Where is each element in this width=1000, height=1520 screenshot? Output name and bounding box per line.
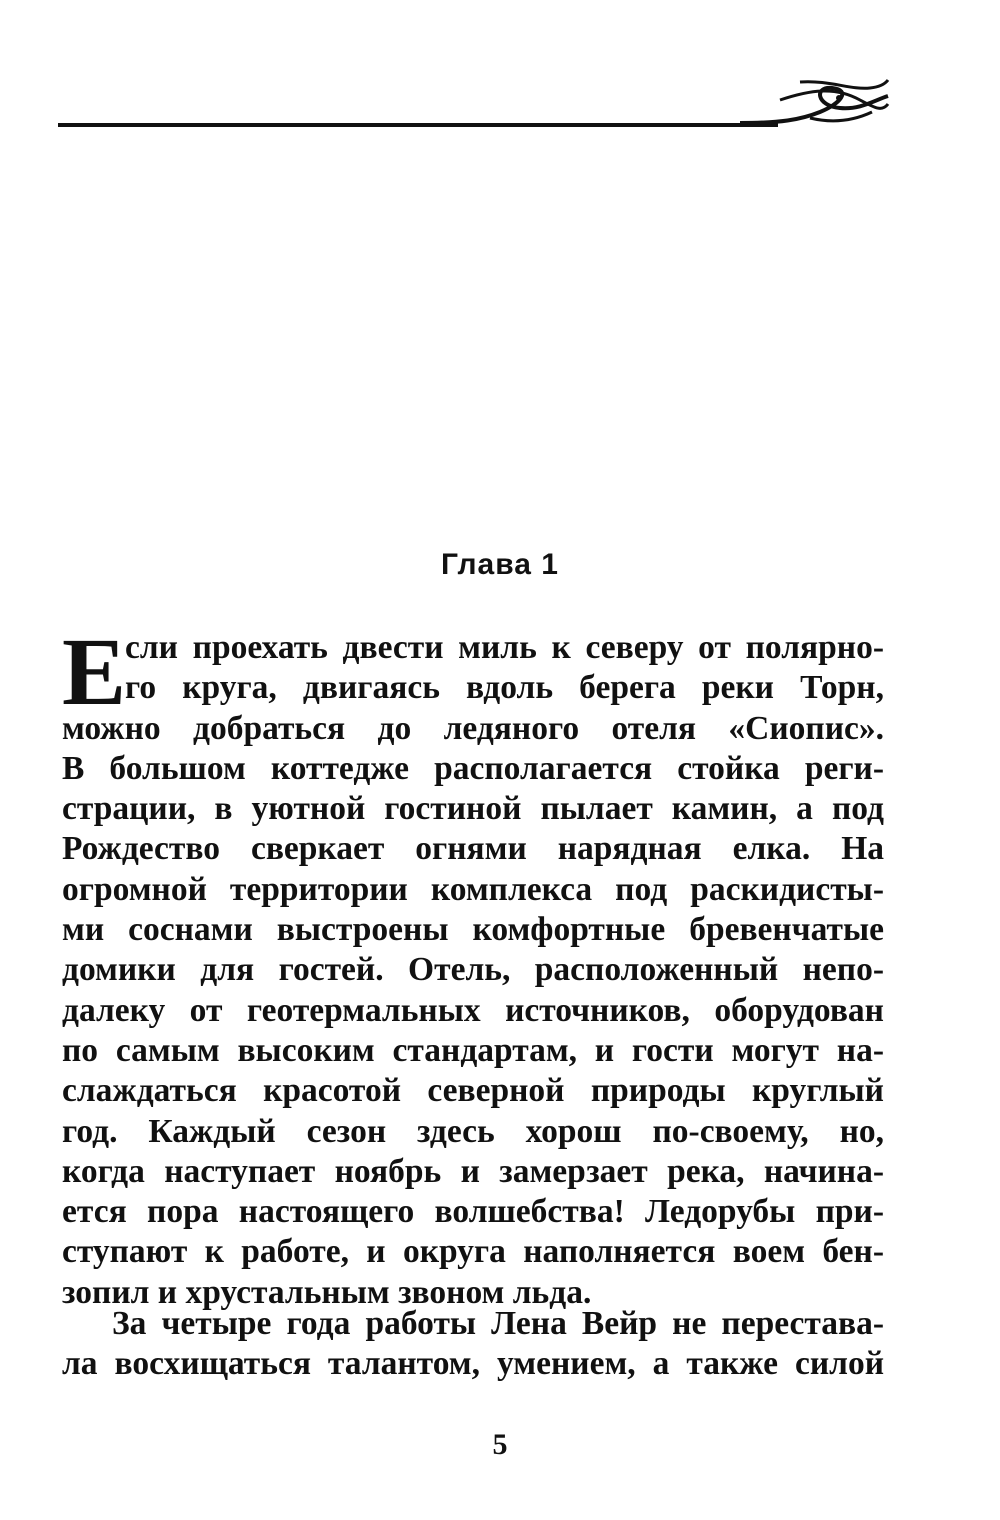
drop-cap: Е — [62, 618, 127, 725]
page-number: 5 — [492, 1428, 508, 1461]
flourish-ornament-icon — [740, 60, 890, 155]
text-line: го круга, двигаясь вдоль берега реки Торн, — [125, 669, 884, 707]
text-line: страции, в уютной гостиной пылает камин, а под — [62, 790, 884, 828]
text-line: можно добраться до ледяного отеля «Сиопис». — [62, 709, 884, 747]
text-line: слаждаться красотой северной природы круглый — [62, 1072, 884, 1110]
text-line: ми соснами выстроены комфортные бревенчатые — [62, 911, 884, 949]
chapter-title: Глава 1 — [440, 548, 559, 581]
paragraph-2 — [62, 1304, 884, 1385]
text-line: зопил и хрустальным звоном льда. — [62, 1273, 592, 1311]
text-line: далеку от геотермальных источников, оборудован — [62, 991, 884, 1029]
text-line: сли проехать двести миль к северу от полярно- — [125, 629, 884, 666]
text-line: год. Каждый сезон здесь хорош по-своему, но, — [62, 1112, 884, 1150]
text-line: ступают к работе, и округа наполняется воем бен- — [62, 1233, 884, 1271]
text-line: За четыре года работы Лена Вейр не перестава- — [112, 1305, 884, 1342]
paragraph-1 — [62, 618, 884, 1313]
text-line: В большом коттедже располагается стойка реги- — [62, 749, 884, 787]
text-line: ла восхищаться талантом, умением, а также силой — [62, 1345, 884, 1383]
text-line: когда наступает ноябрь и замерзает река, начина- — [62, 1152, 884, 1190]
text-line: огромной территории комплекса под раскидисты- — [62, 870, 884, 908]
text-line: по самым высоким стандартам, и гости могут на- — [62, 1031, 884, 1069]
text-line: Рождество сверкает огнями нарядная елка. На — [62, 830, 884, 868]
text-line: домики для гостей. Отель, расположенный непо- — [62, 951, 884, 989]
header-rule — [58, 123, 778, 127]
text-line: ется пора настоящего волшебства! Ледорубы при- — [62, 1193, 884, 1231]
